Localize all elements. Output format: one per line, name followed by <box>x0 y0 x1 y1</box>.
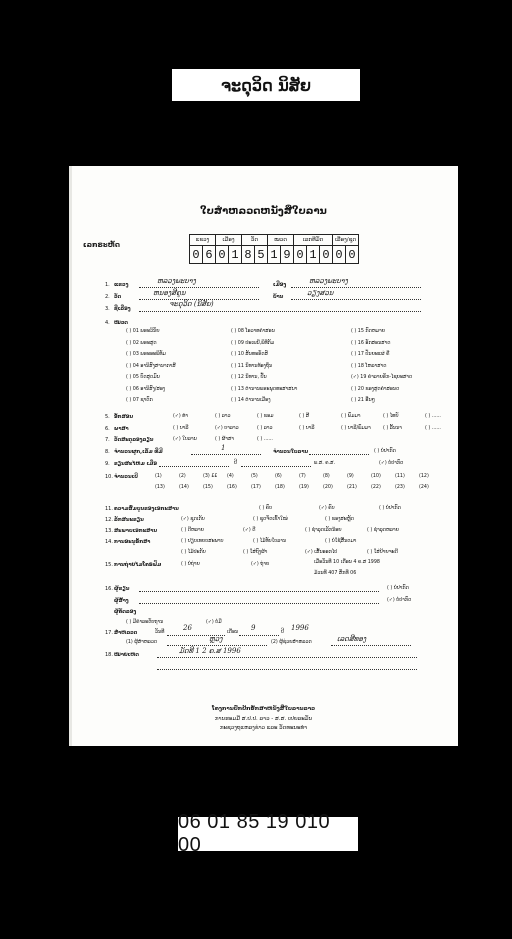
field-number: 10. <box>105 474 113 480</box>
category-option: ( ) 09 ປະເພນີ,ພິທີກັມ <box>231 340 275 346</box>
field-number: 4. <box>105 320 110 326</box>
option-item: (✓) ຖ່າຍ <box>251 562 270 567</box>
dotted-line <box>241 466 311 467</box>
field-number: 11. <box>105 506 113 512</box>
survey-year-label: ປີ <box>281 630 284 635</box>
code-digit: 0 <box>190 246 203 264</box>
surveyor-label: (1) ຜູ້ສຳຫລວດ <box>126 640 158 645</box>
option-item: (✓) ທຳ <box>173 414 189 419</box>
district-label: ເມືອງ <box>273 282 287 288</box>
option-item: ( ) ລາວ <box>257 426 273 431</box>
dotted-line <box>239 635 279 636</box>
temple-label: ວັດ <box>114 294 122 300</box>
footer-line: ກະຊວງຖແຫລງຂ່າວ ແລະ ວັດທະນະທຳ <box>219 725 308 731</box>
dotted-line <box>139 591 379 592</box>
option-item: (✓) ບາລາວ <box>215 426 239 431</box>
option-item: ( ) ບໍ່ປາກົດ <box>379 506 401 511</box>
footer-line: ການຮອມມື ສ.ປ.ປ. ລາວ - ສ.ສ. ເຢຍລະມັນ <box>214 716 313 722</box>
field-number: 16. <box>105 586 113 592</box>
count-cell: (10) <box>371 474 381 479</box>
remark-value: ມັດທີ 1 2 ຄ.ສ 1996 <box>179 647 241 655</box>
code-digit: 9 <box>281 246 294 264</box>
field-number: 17. <box>105 630 113 636</box>
dotted-line <box>309 454 369 455</box>
code-table <box>189 234 359 264</box>
option-item: ( ) ໃສ່ປ້າຍຈະດີ <box>367 550 398 555</box>
count-cell: (12) <box>419 474 429 479</box>
code-digit: 1 <box>229 246 242 264</box>
count-cell: (9) <box>347 474 354 479</box>
count-cell: (15) <box>203 485 213 490</box>
category-option: ( ) 12 ນິທານ, ປັ້ນ <box>231 375 267 380</box>
count-cell: (11) <box>395 474 405 479</box>
form-title: ໃບສຳຫລວດຫນັງສືໃບລານ <box>200 206 327 217</box>
script-label: ອັກສອນ <box>114 414 133 420</box>
writing-label: ລັກສນະຂຽນ <box>114 517 144 523</box>
count-cell: (18) <box>275 485 285 490</box>
province-value: ຫລວງພະບາງ <box>157 277 196 285</box>
field-number: 14. <box>105 539 113 545</box>
field-number: 3. <box>105 306 110 312</box>
count-cell: (2) <box>179 474 186 479</box>
assistant-value: ເລດສີທອງ <box>337 635 367 643</box>
footer-line: ໂຄງການປົກປັກຮັກສາຫນັງສືໃບລານລາວ <box>211 706 316 712</box>
option-item: ( ) ຂອມ <box>257 414 274 419</box>
count-cell: (24) <box>419 485 429 490</box>
survey-month: 9 <box>251 624 256 632</box>
field-number: 18. <box>105 652 113 658</box>
option-item: ( ) ຊຸດຈັດເຂົ້າໃໝ່ <box>253 517 288 522</box>
field-number: 8. <box>105 449 110 455</box>
category-option: ( ) 20 ຂອງສູດຄຳສອນດ <box>351 386 400 392</box>
condition-label: ສະພາບເອກະສານ <box>114 528 158 534</box>
surveyor-value: ຫຼວງ <box>209 635 223 643</box>
option-item: (✓) ຄົບ <box>319 506 335 511</box>
copyist-label: ຜູ້ຄັດລອງ <box>114 609 137 615</box>
count-cell: (20) <box>323 485 333 490</box>
dotted-line <box>291 299 421 300</box>
code-digit: 0 <box>320 246 333 264</box>
code-header: ໝວດ <box>268 235 294 246</box>
option-item: ( ) ...... <box>425 414 441 419</box>
title-label: ຊື່ເລື່ອງ <box>114 306 131 312</box>
code-digit: 0 <box>346 246 359 264</box>
option-item: (✓) ດີ <box>243 528 256 533</box>
document-title-label: ຈະດຸວິດ ນິສັຍ <box>172 69 360 101</box>
option-item: ( ) ໄມ້ປະກັບ <box>181 550 206 555</box>
category-option: ( ) 06 ອານິສົງ/ສອງ <box>126 386 166 392</box>
category-option: ( ) 14 ຕຳນານເມືອງ <box>231 398 271 403</box>
category-option: ( ) 15 ກົດຫມາຍ <box>351 329 386 334</box>
title-value: ຈະດຸວິດ (ນິສັຍ) <box>169 300 214 308</box>
option-item: (✓) ໃບລານ <box>173 437 197 442</box>
code-digit: 6 <box>203 246 216 264</box>
count-cell: (13) <box>155 485 165 490</box>
option-item: ( ) ມີຄຳລະດັບຖານ <box>126 620 164 625</box>
dotted-line <box>291 287 421 288</box>
microfilm-roll: ມ້ວນທີ 407 ສັກທີ 06 <box>314 571 357 576</box>
unknown-option: ( ) ບໍ່ປາກົດ <box>387 586 409 591</box>
unknown-option: ( ) ບໍ່ປາກົດ <box>374 449 396 454</box>
option-item: ( ) ຜ້າສາ <box>215 437 234 442</box>
category-option: ( ) 11 ນິທານທ້ອງຖິ່ນ <box>231 363 273 369</box>
field-number: 9. <box>105 461 110 467</box>
conservation-label: ການອະນຸຣັກສາ <box>114 539 151 545</box>
microfilm-label: ການຖ່າຍໄມໂຄຣຟິມ <box>114 562 162 568</box>
option-item: ( ) ປຽບເທຍບສະພາບ <box>181 539 224 544</box>
option-item: (✓) ຊຸດເກັບ <box>181 517 205 522</box>
code-digit: 5 <box>255 246 268 264</box>
code-digit: 1 <box>307 246 320 264</box>
material-label: ວັດສະດຸລອງລຽນ <box>114 437 154 443</box>
dotted-line <box>139 287 259 288</box>
category-option: ( ) 16 ອັກສອນສາດ <box>351 340 391 346</box>
written-era: ພ.ສ. ຄ.ສ. <box>314 461 335 466</box>
unknown-option: (✓) ບໍ່ປາກົດ <box>379 461 404 466</box>
dotted-line <box>139 311 421 312</box>
author-label: ຜູ້ຂຽນ <box>114 586 130 592</box>
archive-code-label: 06 01 85 19 010 00 <box>178 817 358 851</box>
count-cell: (21) <box>347 485 357 490</box>
category-option: ( ) 13 ຕຳນານພຣະພຸດທະສາສນາ <box>231 386 298 392</box>
code-label: ເລກຣະຫັດ <box>83 241 120 249</box>
count-cell: (22) <box>371 485 381 490</box>
microfilm-date: ເມື່ອວັນທີ 10 ເດືອນ 4 ຄ.ສ 1998 <box>314 560 380 565</box>
category-option: (✓) 19 ຄຳລາຍຣັກ-ໄຊຍະສາດ <box>351 375 413 380</box>
field-number: 7. <box>105 437 110 443</box>
option-item: ( ) ລາວ <box>215 414 231 419</box>
category-option: ( ) 17 ປັນຍະແຜ່ ຄື <box>351 352 390 357</box>
field-number: 6. <box>105 426 110 432</box>
count-cell: (8) <box>323 474 330 479</box>
category-option: ( ) 02 ພຣະສູດ <box>126 340 157 346</box>
bundles-label: ຈຳນວນຜູກ,ເລັ້ມ ທີ່ມີ <box>114 449 163 455</box>
code-digit: 0 <box>216 246 229 264</box>
option-item: ( ) ພົມມາ <box>341 414 361 419</box>
option-item: ( ) ຊຳລຸດເລັກນ້ອຍ <box>305 528 342 533</box>
code-header: ເມືອງ <box>216 235 242 246</box>
option-item: ( ) ຄົບ <box>259 506 273 511</box>
option-item: ( ) ລັ້ນນາ <box>383 426 402 431</box>
field-number: 1. <box>105 282 110 288</box>
code-digit: 1 <box>268 246 281 264</box>
category-option: ( ) 21 ອື່ນໆ <box>351 398 375 403</box>
option-item: ( ) ບາລີ <box>299 426 315 431</box>
category-option: ( ) 01 ພຣະວິນັຍ <box>126 329 160 334</box>
code-digit: 0 <box>294 246 307 264</box>
option-item: ( ) ໄທຍ໌ <box>383 414 399 419</box>
dotted-line <box>157 657 417 658</box>
option-item: ( ) ...... <box>425 426 441 431</box>
option-item: ( ) ຊຳລຸດຫລາຍ <box>367 528 399 533</box>
category-option: ( ) 18 ໂຫລາສາດ <box>351 363 387 369</box>
code-header: ແຂວງ <box>190 235 216 246</box>
remark-label: ໝາຍເຫດ <box>114 652 139 658</box>
category-option: ( ) 10 ສັນທະຣັດສ໌ <box>231 352 268 357</box>
creator-label: ຜູ້ສ້າງ <box>114 598 129 604</box>
page-edge <box>69 166 72 746</box>
code-digit: 8 <box>242 246 255 264</box>
written-year-label: ປີ <box>234 461 237 466</box>
category-option: ( ) 07 ຊາດົກ <box>126 398 153 403</box>
language-label: ພາສາ <box>114 426 129 432</box>
survey-label: ສຳຫລວດ <box>114 630 138 636</box>
option-item: ( ) ບາລີ/ພົມມາ <box>341 426 371 431</box>
count-cell: (17) <box>251 485 261 490</box>
count-cell: (5) <box>251 474 258 479</box>
field-number: 5. <box>105 414 110 420</box>
option-item: (✓) ບໍ່ມີ <box>206 620 222 625</box>
count-cell: (16) <box>227 485 237 490</box>
district-value: ຫລວງພະບາງ <box>309 277 348 285</box>
survey-year: 1996 <box>291 624 309 632</box>
code-digit: 0 <box>333 246 346 264</box>
option-item: ( ) ບໍ່ໃຊ້ສັ້ນດມາ <box>325 539 357 544</box>
option-item: ( ) ...... <box>257 437 273 442</box>
dotted-line <box>167 645 267 646</box>
dotted-line <box>139 603 379 604</box>
field-number: 2. <box>105 294 110 300</box>
count-cell: (23) <box>395 485 405 490</box>
option-item: ( ) ບໍ່ຖ່າຍ <box>181 562 200 567</box>
written-label: ຂຽນສະໄຫມ ເມື່ອ <box>114 461 157 467</box>
code-header: ເລກທີມັດ <box>294 235 333 246</box>
option-item: ( ) ດີຫລາຍ <box>181 528 204 533</box>
option-item: ( ) ຂອງສະຫຼັດ <box>325 517 354 522</box>
assistant-label: (2) ຜູ້ຊ່ວຍສຳຫລວດ <box>271 640 312 645</box>
field-number: 15. <box>105 562 113 568</box>
option-item: ( ) ໄມ້ທັບໃບລານ <box>253 539 287 544</box>
count-cell: (4) <box>227 474 234 479</box>
count-cell: (14) <box>179 485 189 490</box>
completeness-label: ຄວາມສົມບູນຂອງເອກະສານ <box>114 506 179 512</box>
dotted-line <box>157 669 417 670</box>
province-label: ແຂວງ <box>114 282 129 288</box>
category-option: ( ) 03 ພຣະອະພິທັມ <box>126 352 166 357</box>
category-option: ( ) 04 ອານິສົງສານາກາສີ <box>126 363 176 369</box>
temple-value: ຫນອງສີຄູນ <box>153 289 186 297</box>
survey-form-sheet <box>69 166 458 746</box>
code-header: ເລື່ອງ/ຊຸດ <box>333 235 359 246</box>
category-option: ( ) 08 ໂອວາທຄຳສອນ <box>231 329 275 334</box>
option-item: ( ) ບາລີ <box>173 426 189 431</box>
code-header: ວັດ <box>242 235 268 246</box>
pages-label: ຈຳນວນໃບລານ <box>273 449 309 455</box>
count-cell: (6) <box>275 474 282 479</box>
dotted-line <box>331 645 411 646</box>
dotted-line <box>191 454 261 455</box>
category-label: ໝວດ <box>114 320 128 326</box>
bundles-value: 1 <box>221 444 226 452</box>
survey-day: 26 <box>183 624 192 632</box>
field-number: 12. <box>105 517 113 523</box>
village-value: ວຽງສວນ <box>307 289 334 297</box>
survey-day-label: ວັນທີ <box>155 630 165 635</box>
unknown-option: (✓) ບໍ່ປາກົດ <box>387 598 412 603</box>
village-label: ບ້ານ <box>273 294 284 300</box>
option-item: ( ) ສີ <box>299 414 310 419</box>
field-number: 13. <box>105 528 113 534</box>
count-cell: (3) ££ <box>203 474 218 479</box>
survey-month-label: ເດືອນ <box>227 630 239 635</box>
option-item: ( ) ໃສ່ຖົງຜ້າ <box>243 550 268 555</box>
count-cell: (19) <box>299 485 309 490</box>
count-cell: (7) <box>299 474 306 479</box>
count-label: ຈຳນວນເບີ <box>114 474 138 480</box>
category-option: ( ) 05 ບົດສູດມົນ <box>126 375 160 380</box>
count-cell: (1) <box>155 474 162 479</box>
option-item: (✓) ເສັ້ນອອກໄປ <box>305 550 338 555</box>
dotted-line <box>159 466 229 467</box>
